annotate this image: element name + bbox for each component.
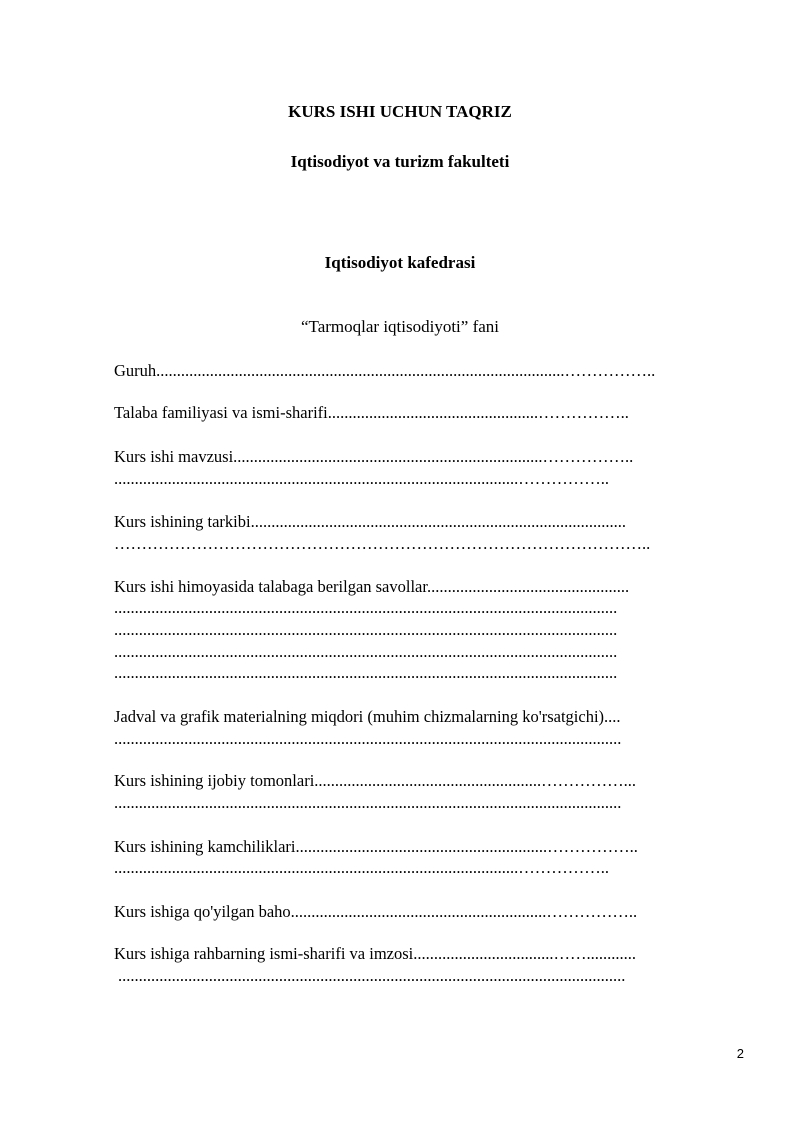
field-supervisor-continuation: ...........................................................................................................................	[118, 966, 626, 985]
field-grade: Kurs ishiga qo'yilgan baho..............................................................……………..	[114, 902, 638, 921]
document-title: KURS ISHI UCHUN TAQRIZ	[288, 102, 512, 121]
field-negative: Kurs ishining kamchiliklari.............................................................……………..	[114, 837, 638, 856]
department-name: Iqtisodiyot kafedrasi	[324, 253, 476, 272]
field-group: Guruh...................................................................................................……………..	[114, 361, 656, 380]
field-topic-continuation: ..................................................................................................……………..	[114, 469, 609, 488]
field-topic: Kurs ishi mavzusi...........................................................................……………..	[114, 447, 634, 466]
field-supervisor: Kurs ishiga rahbarning ismi-sharifi va imzosi..................................……............	[114, 944, 636, 963]
faculty-name: Iqtisodiyot va turizm fakulteti	[290, 152, 510, 171]
field-questions-line-2: ..........................................................................................................................	[114, 620, 618, 639]
field-questions-line-1: ..........................................................................................................................	[114, 598, 618, 617]
field-tables-continuation: ...........................................................................................................................	[114, 729, 622, 748]
field-positive: Kurs ishining ijobiy tomonlari.......................................................……………...	[114, 771, 637, 790]
field-structure-continuation: ……………………………………………………………………………………..	[114, 534, 651, 553]
field-questions-line-4: ..........................................................................................................................	[114, 663, 618, 682]
field-questions: Kurs ishi himoyasida talabaga berilgan savollar.................................................	[114, 577, 630, 596]
field-tables: Jadval va grafik materialning miqdori (muhim chizmalarning ko'rsatgichi)....	[114, 707, 621, 726]
field-structure: Kurs ishining tarkibi...........................................................................................	[114, 512, 626, 531]
field-negative-continuation: ..................................................................................................……………..	[114, 858, 609, 877]
page-number: 2	[736, 1046, 744, 1061]
subject-name: “Tarmoqlar iqtisodiyoti” fani	[300, 317, 500, 336]
field-positive-continuation: ...........................................................................................................................	[114, 793, 622, 812]
field-student-name: Talaba familiyasi va ismi-sharifi...................................................……………..	[114, 403, 629, 422]
field-questions-line-3: ..........................................................................................................................	[114, 642, 618, 661]
